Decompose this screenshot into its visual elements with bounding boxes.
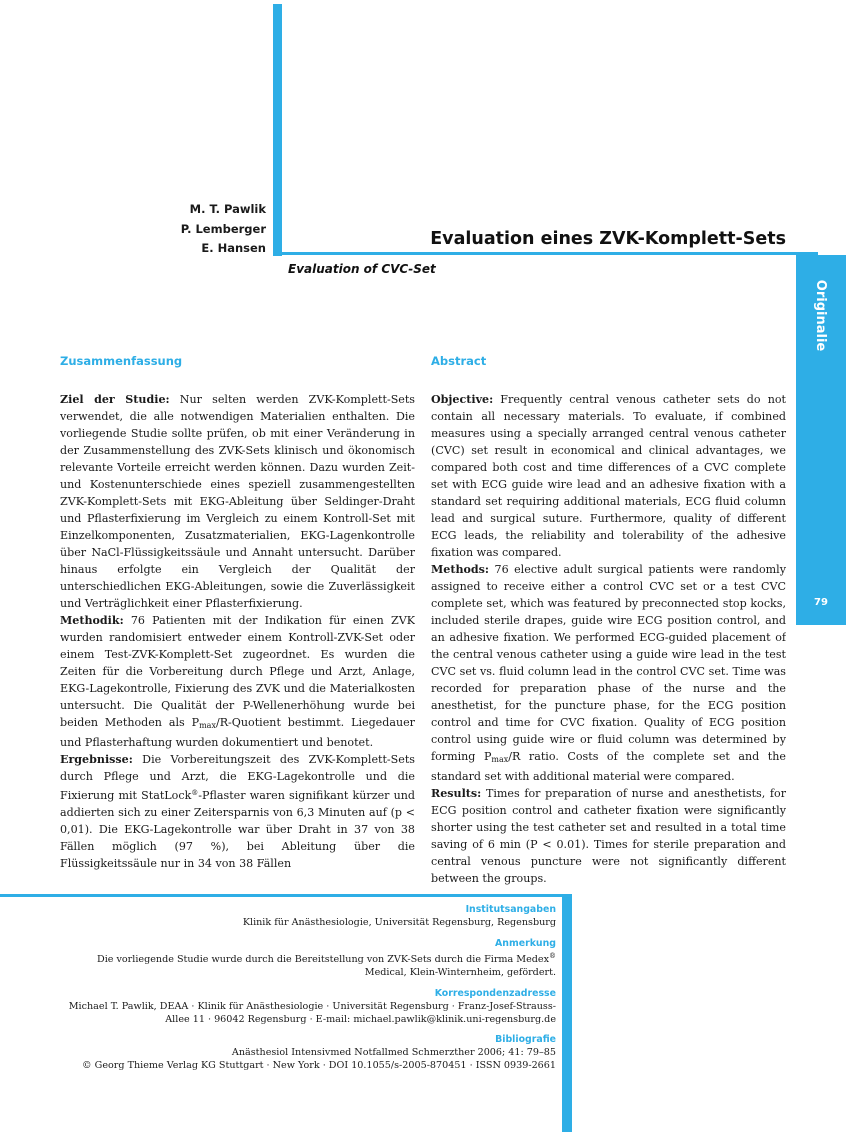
accent-bar-bottom: [562, 894, 572, 1132]
paragraph-text: 76 elective adult surgical patients were randomly assigned to receive either a control CVC set or a test CVC complete set, which was featured by preconnected stop kocks, included sterile drapes, guide wire ECG position control, and an adhesive fixation. We performed ECG-guided placement of the central venous catheter using a guide wire lead in the test CVC set vs. fluid column lead in the control CVC set. Time was recorded for preparation phase of the nurse and the anesthetist, for the puncture phase, for the ECG position control and time for CVC fixation. Quality of ECG position control using guide wire or fluid column was determined by forming P: [431, 563, 786, 763]
note-text-part: Medical, Klein-Winternheim, gefördert.: [364, 967, 556, 979]
note-text: [60, 950, 556, 980]
superscript: ®: [549, 952, 556, 961]
footer-heading: Korrespondenzadresse: [434, 987, 556, 999]
article-title: Evaluation eines ZVK-Komplett-Sets: [430, 229, 786, 249]
subscript: max: [491, 755, 509, 764]
article-info-footer: [60, 904, 556, 1073]
paragraph: [60, 751, 415, 872]
author-list: [181, 200, 266, 259]
paragraph-text: /R-Quotient bestimmt. Liegedauer und Pflasterhaftung wurden dokumentiert und benotet.: [60, 716, 415, 749]
section-tab-label-wrap: [796, 255, 846, 375]
column-body: [431, 391, 786, 885]
paragraph-text: Times for preparation of nurse and anesthetists, for ECG position control and catheter fixation were significantly shorter using the test catheter set and resulted in a total time saving of 6 min (P < 0.01). Times for sterile preparation and central venous puncture were not significantly different between the groups.: [431, 787, 786, 885]
column-body: [60, 391, 415, 885]
footer-heading: Bibliografie: [495, 1034, 556, 1046]
superscript: ®: [191, 789, 199, 797]
section-heading: Zusammenfassung: [60, 354, 183, 368]
paragraph-label: Methods:: [431, 563, 490, 576]
paragraph-text: Nur selten werden ZVK-Komplett-Sets verwendet, die alle notwendigen Materialien enthalten. Die vorliegende Studie sollte prüfen, ob mit einer Veränderung in der Zusammenstellung des ZVK-Sets klinisch und ökonomisch relevante Vorteile erreicht werden können. Dazu wurden Zeit- und Kostenunterschiede eines speziell zusammengestellten ZVK-Komplett-Sets mit EKG-Ableitung über Seldinger-Draht und Pflasterfixierung im Vergleich zu einem Kontroll-Set mit Einzelkomponenten, Zusatzmaterialien, EKG-Lagenkontrolle über NaCl-Flüssigkeitssäule und Annaht untersucht. Darüber hinaus erfolgte ein Vergleich der Qualität der unterschiedlichen EKG-Ableitungen, sowie die Zuverlässigkeit und Verträglichkeit einer Pflasterfixierung.: [60, 393, 415, 610]
section-tab-label: Originalie: [813, 279, 829, 351]
bibliography-line: © Georg Thieme Verlag KG Stuttgart · New York · DOI 10.1055/s-2005-870451 · ISSN 0939-2661: [82, 1059, 556, 1071]
paragraph: [431, 561, 786, 785]
subscript: max: [199, 721, 216, 730]
abstract-german: [60, 352, 415, 885]
footer-heading: Institutsangaben: [465, 904, 556, 915]
paragraph: [60, 391, 415, 612]
bibliography-line: Anästhesiol Intensivmed Notfallmed Schmerzther 2006; 41: 79–85: [231, 1047, 556, 1059]
paragraph-text: Frequently central venous catheter sets do not contain all necessary materials. To evaluate, if combined measures using a specially arranged central venous catheter (CVC) set result in economical and clinical advantages, we compared both cost and time differences of a CVC complete set with ECG guide wire lead and an adhesive fixation with a standard set requiring additional materials, ECG fluid column lead and surgical suture. Furthermore, quality of different ECG leads, the reliability and tolerability of the adhesive fixation was compared.: [431, 393, 786, 559]
paragraph-label: Ergebnisse:: [60, 753, 133, 766]
paragraph-text: 76 Patienten mit der Indikation für einen ZVK wurden randomisiert entweder einem Kontroll-ZVK-Set oder einem Test-ZVK-Komplett-Set zugeordnet. Es wurden die Zeiten für die Vorbereitung durch Pflege und Arzt, Anlage, EKG-Lagekontrolle, Fixierung des ZVK und die Materialkosten untersucht. Die Qualität der P-Wellenerhöhung wurde bei beiden Methoden als P: [60, 614, 415, 729]
paragraph: [431, 391, 786, 561]
section-heading: Abstract: [431, 354, 487, 368]
footer-rule: [0, 894, 572, 897]
footer-heading: Anmerkung: [495, 937, 556, 949]
paragraph-text: Die Vorbereitungszeit des ZVK-Komplett-Sets durch Pflege und Arzt, die EKG-Lagekontrolle und die Fixierung mit StatLock: [60, 753, 415, 802]
paragraph-label: Methodik:: [60, 614, 124, 627]
correspondence-text: Michael T. Pawlik, DEAA · Klinik für Anästhesiologie · Universität Regensburg · Franz-Josef-Strauss-Allee 11 · 96042 Regensburg · E-mail: michael.pawlik@klinik.uni-regensburg.de: [68, 1000, 556, 1025]
abstract-english: [431, 352, 786, 885]
author-name: E. Hansen: [201, 241, 266, 255]
author-name: P. Lemberger: [180, 221, 266, 236]
paragraph-label: Results:: [431, 787, 482, 800]
note-text-part: Die vorliegende Studie wurde durch die Bereitstellung von ZVK-Sets durch die Firma Medex: [97, 954, 549, 966]
paragraph-label: Objective:: [431, 393, 494, 406]
paragraph-label: Ziel der Studie:: [60, 393, 170, 406]
paragraph-text: /R ratio. Costs of the complete set and the standard set with additional material were compared.: [431, 750, 786, 783]
page-number: 79: [814, 597, 828, 608]
title-rule: [273, 252, 818, 255]
institute-text: Klinik für Anästhesiologie, Universität Regensburg, Regensburg: [242, 916, 556, 928]
paragraph-text: -Pflaster waren signifikant kürzer und addierten sich zu einer Zeitersparnis von 6,3 Minuten auf (p < 0,01). Die EKG-Lagekontrolle war über Draht in 37 von 38 Fällen möglich (97 %), bei Ableitung über die Flüssigkeitssäule nur in 34 von 38 Fällen: [60, 789, 415, 870]
paragraph: [60, 612, 415, 751]
author-name: M. T. Pawlik: [189, 202, 266, 216]
accent-bar-top: [273, 4, 282, 256]
article-subtitle: Evaluation of CVC-Set: [288, 262, 436, 276]
paragraph: [431, 785, 786, 885]
